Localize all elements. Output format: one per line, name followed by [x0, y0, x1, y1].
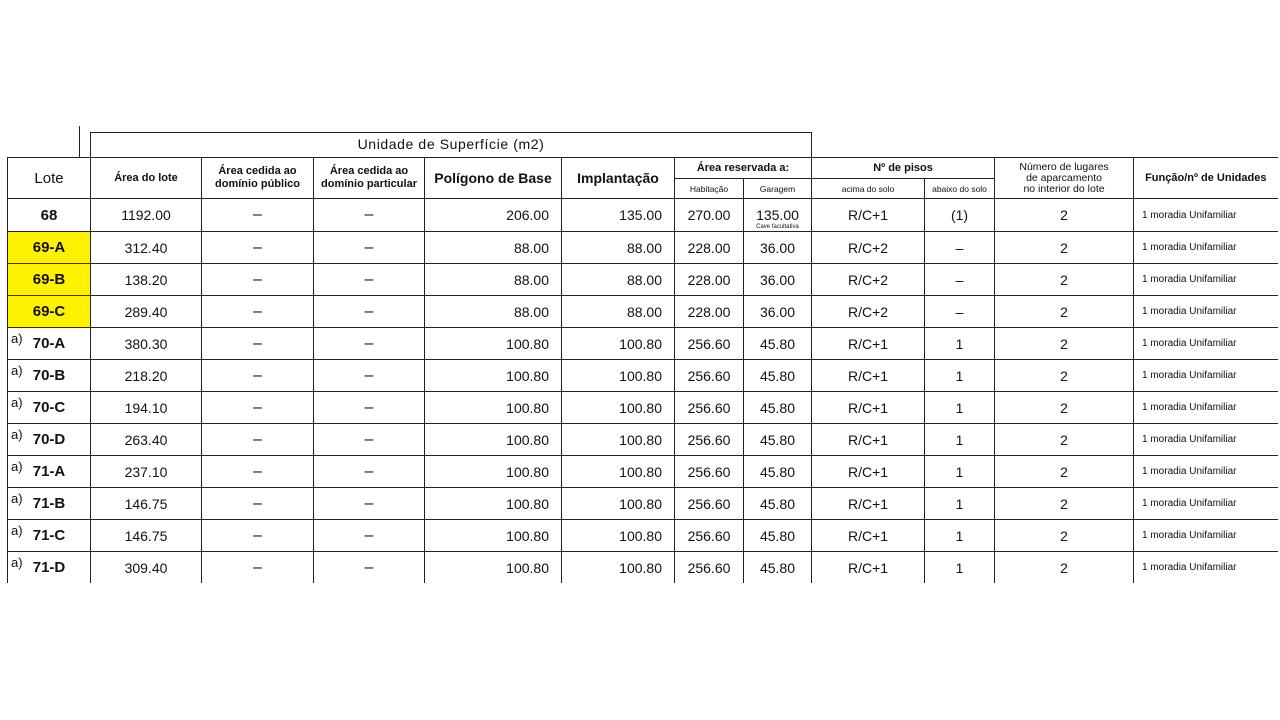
cell-area-lote: 289.40: [91, 296, 202, 328]
cell-lugares: 2: [995, 520, 1134, 552]
header-lugares-line1: Número de lugares: [1019, 160, 1109, 173]
lote-label: 70-D: [32, 431, 66, 448]
cell-garagem: [744, 296, 812, 328]
lote-label: 71-A: [32, 463, 66, 480]
footnote-mark: a): [11, 491, 23, 506]
table-row: [8, 488, 1278, 520]
cell-area-publico: –: [202, 552, 314, 584]
footnote-mark: a): [11, 331, 23, 346]
garagem-value: 45.80: [759, 463, 796, 480]
cell-lugares: 2: [995, 328, 1134, 360]
table-row: [8, 264, 1278, 296]
cell-lugares: 2: [995, 199, 1134, 232]
cell-acima-solo: R/C+1: [812, 328, 925, 360]
garagem-value: 45.80: [759, 399, 796, 416]
cell-area-particular: –: [314, 328, 425, 360]
footnote-mark: a): [11, 555, 23, 570]
cell-area-lote: 146.75: [91, 488, 202, 520]
header-lugares-line3: no interior do lote: [1023, 182, 1105, 195]
cell-lote: [8, 232, 91, 264]
lote-label: 70-B: [32, 367, 66, 384]
cell-area-particular: –: [314, 232, 425, 264]
footnote-mark: a): [11, 427, 23, 442]
table-left-stub-line: [79, 126, 80, 157]
cell-funcao: 1 moradia Unifamiliar: [1134, 424, 1278, 456]
table-row: [8, 199, 1278, 232]
header-acima-solo: acima do solo: [812, 179, 925, 199]
garagem-value: 36.00: [759, 303, 796, 320]
table-row: [8, 232, 1278, 264]
table-body: [8, 199, 1278, 584]
cell-habitacao: 256.60: [675, 456, 744, 488]
lote-label: 68: [40, 206, 58, 224]
cell-abaixo-solo: 1: [925, 488, 995, 520]
cell-acima-solo: R/C+1: [812, 456, 925, 488]
cell-area-particular: –: [314, 424, 425, 456]
cell-area-lote: 138.20: [91, 264, 202, 296]
cell-acima-solo: R/C+2: [812, 296, 925, 328]
cell-area-particular: –: [314, 520, 425, 552]
header-area-particular: [314, 158, 425, 199]
cell-area-publico: –: [202, 328, 314, 360]
cell-lote: [8, 424, 91, 456]
cell-area-lote: 309.40: [91, 552, 202, 584]
header-implantacao: Implantação: [562, 158, 675, 199]
cell-habitacao: 256.60: [675, 424, 744, 456]
cell-abaixo-solo: –: [925, 264, 995, 296]
cell-habitacao: 228.00: [675, 264, 744, 296]
header-area-reservada: Área reservada a:: [675, 158, 812, 179]
cell-area-publico: –: [202, 296, 314, 328]
garagem-value: 45.80: [759, 527, 796, 544]
cell-acima-solo: R/C+1: [812, 520, 925, 552]
table-row: [8, 552, 1278, 584]
header-lote: Lote: [8, 158, 91, 199]
cell-acima-solo: R/C+2: [812, 232, 925, 264]
cell-garagem: [744, 232, 812, 264]
cell-area-particular: –: [314, 488, 425, 520]
header-area-publico-line2: domínio público: [215, 178, 300, 190]
garagem-value: 135.00: [756, 207, 799, 223]
cell-area-publico: –: [202, 232, 314, 264]
cell-lugares: 2: [995, 360, 1134, 392]
table-header: [8, 158, 1278, 199]
cell-lugares: 2: [995, 232, 1134, 264]
cell-lugares: 2: [995, 264, 1134, 296]
cell-garagem: [744, 264, 812, 296]
header-area-publico-line1: Área cedida ao: [218, 165, 297, 177]
cell-funcao: 1 moradia Unifamiliar: [1134, 552, 1278, 584]
cell-implantacao: 100.80: [562, 456, 675, 488]
lote-label: 71-B: [32, 495, 66, 512]
cell-abaixo-solo: 1: [925, 360, 995, 392]
cell-area-publico: –: [202, 199, 314, 232]
header-area-publico: [202, 158, 314, 199]
cell-habitacao: 256.60: [675, 392, 744, 424]
cell-implantacao: 88.00: [562, 296, 675, 328]
table-row: [8, 456, 1278, 488]
cell-area-lote: 380.30: [91, 328, 202, 360]
cell-implantacao: 100.80: [562, 552, 675, 584]
lote-label: 71-C: [32, 527, 66, 544]
cell-lugares: 2: [995, 488, 1134, 520]
cell-acima-solo: R/C+1: [812, 552, 925, 584]
cell-garagem: [744, 360, 812, 392]
cell-habitacao: 256.60: [675, 488, 744, 520]
cell-area-publico: –: [202, 424, 314, 456]
cell-poligono: 100.80: [425, 520, 562, 552]
unit-header-box: [90, 132, 812, 157]
cell-area-lote: 218.20: [91, 360, 202, 392]
cell-abaixo-solo: 1: [925, 456, 995, 488]
header-poligono: Polígono de Base: [425, 158, 562, 199]
cell-poligono: 100.80: [425, 488, 562, 520]
header-abaixo-solo: abaixo do solo: [925, 179, 995, 199]
cell-lote: [8, 199, 91, 232]
cell-area-particular: –: [314, 296, 425, 328]
cell-area-publico: –: [202, 360, 314, 392]
cell-lote: [8, 456, 91, 488]
cell-area-particular: –: [314, 456, 425, 488]
header-area-particular-line2: domínio particular: [321, 178, 417, 190]
header-funcao: Função/nº de Unidades: [1134, 158, 1278, 199]
cell-funcao: 1 moradia Unifamiliar: [1134, 232, 1278, 264]
garagem-value: 36.00: [759, 239, 796, 256]
garagem-value: 45.80: [759, 431, 796, 448]
cell-abaixo-solo: 1: [925, 552, 995, 584]
table-row: [8, 328, 1278, 360]
cell-garagem: [744, 488, 812, 520]
cell-abaixo-solo: (1): [925, 199, 995, 232]
cell-habitacao: 256.60: [675, 328, 744, 360]
cell-area-lote: 312.40: [91, 232, 202, 264]
header-habitacao: Habitação: [675, 179, 744, 199]
table-row: [8, 392, 1278, 424]
cell-implantacao: 100.80: [562, 392, 675, 424]
cell-lugares: 2: [995, 552, 1134, 584]
cell-garagem: [744, 392, 812, 424]
cell-lote: [8, 360, 91, 392]
cell-garagem: [744, 199, 812, 232]
cell-acima-solo: R/C+1: [812, 424, 925, 456]
garagem-value: 45.80: [759, 367, 796, 384]
cell-funcao: 1 moradia Unifamiliar: [1134, 199, 1278, 232]
cell-implantacao: 88.00: [562, 232, 675, 264]
cell-poligono: 100.80: [425, 392, 562, 424]
cell-acima-solo: R/C+1: [812, 392, 925, 424]
cell-habitacao: 256.60: [675, 360, 744, 392]
cell-area-lote: 146.75: [91, 520, 202, 552]
footnote-mark: a): [11, 395, 23, 410]
cell-poligono: 100.80: [425, 552, 562, 584]
cell-poligono: 88.00: [425, 232, 562, 264]
cell-area-lote: 194.10: [91, 392, 202, 424]
cell-habitacao: 256.60: [675, 520, 744, 552]
footnote-mark: a): [11, 363, 23, 378]
cell-acima-solo: R/C+1: [812, 360, 925, 392]
cell-area-particular: –: [314, 264, 425, 296]
table-row: [8, 424, 1278, 456]
cell-abaixo-solo: 1: [925, 424, 995, 456]
cell-funcao: 1 moradia Unifamiliar: [1134, 360, 1278, 392]
cell-habitacao: 228.00: [675, 296, 744, 328]
lote-label: 71-D: [32, 559, 66, 576]
lote-label: 69-C: [32, 303, 66, 320]
cell-acima-solo: R/C+2: [812, 264, 925, 296]
cell-habitacao: 270.00: [675, 199, 744, 232]
cell-lugares: 2: [995, 296, 1134, 328]
cell-poligono: 100.80: [425, 360, 562, 392]
cell-acima-solo: R/C+1: [812, 488, 925, 520]
cell-habitacao: 256.60: [675, 552, 744, 584]
cell-lote: [8, 488, 91, 520]
lot-table: [7, 157, 1278, 583]
cell-implantacao: 135.00: [562, 199, 675, 232]
cell-abaixo-solo: 1: [925, 328, 995, 360]
cell-area-publico: –: [202, 456, 314, 488]
table-row: [8, 520, 1278, 552]
header-area-lote: Área do lote: [91, 158, 202, 199]
cell-lote: [8, 264, 91, 296]
cell-abaixo-solo: –: [925, 296, 995, 328]
cell-area-particular: –: [314, 199, 425, 232]
cell-implantacao: 100.80: [562, 488, 675, 520]
cell-funcao: 1 moradia Unifamiliar: [1134, 264, 1278, 296]
cell-lugares: 2: [995, 456, 1134, 488]
cell-implantacao: 100.80: [562, 424, 675, 456]
cell-funcao: 1 moradia Unifamiliar: [1134, 520, 1278, 552]
cell-lugares: 2: [995, 392, 1134, 424]
garagem-note: Cave facultativa: [756, 224, 799, 230]
cell-garagem: [744, 328, 812, 360]
cell-abaixo-solo: –: [925, 232, 995, 264]
cell-poligono: 88.00: [425, 296, 562, 328]
cell-poligono: 100.80: [425, 456, 562, 488]
cell-funcao: 1 moradia Unifamiliar: [1134, 328, 1278, 360]
cell-abaixo-solo: 1: [925, 392, 995, 424]
cell-garagem: [744, 520, 812, 552]
cell-funcao: 1 moradia Unifamiliar: [1134, 392, 1278, 424]
footnote-mark: a): [11, 459, 23, 474]
cell-area-lote: 1192.00: [91, 199, 202, 232]
cell-area-publico: –: [202, 520, 314, 552]
cell-area-publico: –: [202, 488, 314, 520]
cell-poligono: 100.80: [425, 424, 562, 456]
cell-garagem: [744, 424, 812, 456]
cell-area-publico: –: [202, 264, 314, 296]
header-pisos: Nº de pisos: [812, 158, 995, 179]
garagem-value: 45.80: [759, 495, 796, 512]
footnote-mark: a): [11, 523, 23, 538]
cell-area-lote: 237.10: [91, 456, 202, 488]
cell-garagem: [744, 552, 812, 584]
lote-label: 69-B: [32, 271, 66, 288]
cell-implantacao: 88.00: [562, 264, 675, 296]
cell-implantacao: 100.80: [562, 360, 675, 392]
unit-title: Unidade de Superfície (m2): [357, 136, 545, 152]
cell-funcao: 1 moradia Unifamiliar: [1134, 456, 1278, 488]
lote-label: 69-A: [32, 239, 66, 256]
cell-poligono: 88.00: [425, 264, 562, 296]
table-row: [8, 296, 1278, 328]
header-garagem: Garagem: [744, 179, 812, 199]
cell-lote: [8, 520, 91, 552]
cell-habitacao: 228.00: [675, 232, 744, 264]
cell-lote: [8, 552, 91, 584]
cell-implantacao: 100.80: [562, 520, 675, 552]
cell-area-lote: 263.40: [91, 424, 202, 456]
garagem-value: 45.80: [759, 335, 796, 352]
cell-abaixo-solo: 1: [925, 520, 995, 552]
cell-area-particular: –: [314, 392, 425, 424]
cell-funcao: 1 moradia Unifamiliar: [1134, 488, 1278, 520]
cell-area-particular: –: [314, 360, 425, 392]
cell-implantacao: 100.80: [562, 328, 675, 360]
garagem-value: 36.00: [759, 271, 796, 288]
table-row: [8, 360, 1278, 392]
header-lugares: [995, 158, 1134, 199]
lote-label: 70-C: [32, 399, 66, 416]
lote-label: 70-A: [32, 335, 66, 352]
cell-lugares: 2: [995, 424, 1134, 456]
cell-lote: [8, 296, 91, 328]
cell-lote: [8, 392, 91, 424]
header-area-particular-line1: Área cedida ao: [329, 165, 409, 177]
header-lugares-line2: de aparcamento: [1026, 171, 1102, 184]
cell-acima-solo: R/C+1: [812, 199, 925, 232]
cell-area-particular: –: [314, 552, 425, 584]
garagem-value: 45.80: [759, 559, 796, 576]
cell-poligono: 206.00: [425, 199, 562, 232]
cell-poligono: 100.80: [425, 328, 562, 360]
cell-area-publico: –: [202, 392, 314, 424]
cell-lote: [8, 328, 91, 360]
cell-garagem: [744, 456, 812, 488]
cell-funcao: 1 moradia Unifamiliar: [1134, 296, 1278, 328]
